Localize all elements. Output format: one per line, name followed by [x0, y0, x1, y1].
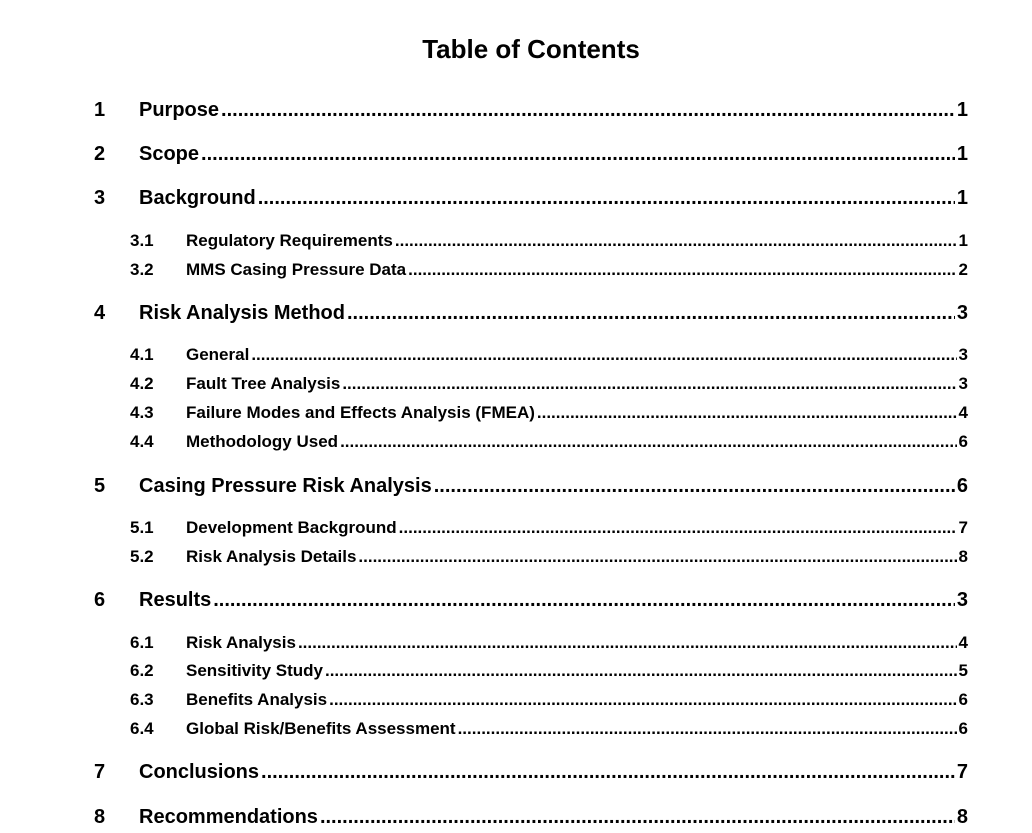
toc-leader	[340, 432, 956, 452]
toc-page-number: 1	[958, 231, 968, 250]
toc-entry-4-3[interactable]	[130, 403, 968, 423]
toc-label: Recommendations	[139, 806, 318, 828]
toc-number: 6.3	[130, 690, 154, 709]
toc-number: 5	[94, 475, 106, 497]
toc-entry-5[interactable]	[94, 474, 968, 498]
toc-page-number: 4	[958, 403, 968, 422]
toc-entry-5-1[interactable]	[130, 518, 968, 538]
toc-entry-4[interactable]	[94, 301, 968, 325]
toc-label: Risk Analysis Details	[186, 547, 357, 566]
toc-label: Conclusions	[139, 761, 260, 783]
toc-leader	[261, 760, 955, 784]
toc-page-number: 8	[958, 547, 968, 566]
toc-number: 4.4	[130, 432, 154, 451]
toc-entry-6-4[interactable]	[130, 719, 968, 739]
toc-page-number: 4	[958, 633, 968, 652]
toc-label: Background	[139, 187, 256, 209]
toc-leader	[201, 142, 955, 166]
toc-label: Regulatory Requirements	[186, 231, 393, 250]
toc-entry-3[interactable]	[94, 186, 968, 210]
toc-leader	[320, 805, 955, 829]
toc-page-number: 1	[956, 143, 968, 165]
toc-page-number: 2	[958, 260, 968, 279]
toc-page-number: 6	[958, 432, 968, 451]
toc-entry-6-2[interactable]	[130, 661, 968, 681]
toc-leader	[434, 474, 955, 498]
toc-number: 7	[94, 761, 106, 783]
toc-leader	[325, 661, 957, 681]
toc-number: 3.2	[130, 260, 154, 279]
toc-page-number: 5	[958, 661, 968, 680]
toc-page-number: 6	[958, 719, 968, 738]
toc-entry-5-2[interactable]	[130, 547, 968, 567]
toc-label: Results	[139, 589, 212, 611]
toc-number: 4.3	[130, 403, 154, 422]
toc-number: 5.1	[130, 518, 154, 537]
toc-entry-4-1[interactable]	[130, 345, 968, 365]
toc-label: Scope	[139, 143, 200, 165]
toc-leader	[213, 588, 955, 612]
toc-leader	[329, 690, 956, 710]
toc-label: Global Risk/Benefits Assessment	[186, 719, 456, 738]
toc-label: General	[186, 345, 250, 364]
toc-entry-8[interactable]	[94, 805, 968, 829]
toc-entry-6[interactable]	[94, 588, 968, 612]
toc-entry-4-2[interactable]	[130, 374, 968, 394]
toc-page-number: 3	[956, 302, 968, 324]
toc-page-number: 6	[958, 690, 968, 709]
toc-leader	[399, 518, 957, 538]
page-title: Table of Contents	[422, 34, 640, 64]
toc-label: Purpose	[139, 99, 220, 121]
toc-entry-6-1[interactable]	[130, 633, 968, 653]
toc-number: 4.1	[130, 345, 154, 364]
toc-page-number: 3	[958, 374, 968, 393]
toc-entry-7[interactable]	[94, 760, 968, 784]
toc-leader	[395, 231, 957, 251]
toc-page-number: 1	[956, 187, 968, 209]
toc-leader	[408, 260, 956, 280]
toc-entry-4-4[interactable]	[130, 432, 968, 452]
toc-entry-3-2[interactable]	[130, 260, 968, 280]
toc-page-number: 1	[956, 99, 968, 121]
toc-label: Methodology Used	[186, 432, 339, 451]
toc-leader	[347, 301, 955, 325]
toc-leader	[537, 403, 957, 423]
toc-page-number: 7	[958, 518, 968, 537]
toc-page-number: 6	[956, 475, 968, 497]
toc-label: Failure Modes and Effects Analysis (FMEA)	[186, 403, 535, 422]
toc-entry-2[interactable]	[94, 142, 968, 166]
toc-leader	[251, 345, 956, 365]
toc-number: 6.2	[130, 661, 154, 680]
toc-label: Casing Pressure Risk Analysis	[139, 475, 432, 497]
toc-label: Benefits Analysis	[186, 690, 328, 709]
toc-entry-3-1[interactable]	[130, 231, 968, 251]
toc-leader	[258, 186, 955, 210]
toc-label: Development Background	[186, 518, 397, 537]
toc-label: Risk Analysis Method	[139, 302, 345, 324]
toc-number: 6.4	[130, 719, 154, 738]
toc-leader	[342, 374, 956, 394]
toc-number: 6.1	[130, 633, 154, 652]
toc-leader	[358, 547, 956, 567]
toc-number: 3	[94, 187, 106, 209]
toc-label: Fault Tree Analysis	[186, 374, 341, 393]
toc-label: MMS Casing Pressure Data	[186, 260, 407, 279]
toc-entry-1[interactable]	[94, 98, 968, 122]
toc-number: 4	[94, 302, 106, 324]
toc-number: 5.2	[130, 547, 154, 566]
toc-number: 4.2	[130, 374, 154, 393]
toc-page-number: 3	[958, 345, 968, 364]
toc-number: 2	[94, 143, 106, 165]
toc-leader	[298, 633, 957, 653]
toc-number: 8	[94, 806, 106, 828]
toc-number: 1	[94, 99, 106, 121]
toc-label: Sensitivity Study	[186, 661, 323, 680]
toc-number: 3.1	[130, 231, 154, 250]
toc-page-number: 8	[956, 806, 968, 828]
toc-page-number: 7	[956, 761, 968, 783]
toc-number: 6	[94, 589, 106, 611]
toc-entry-6-3[interactable]	[130, 690, 968, 710]
toc-leader	[458, 719, 957, 739]
toc-label: Risk Analysis	[186, 633, 296, 652]
toc-page-number: 3	[956, 589, 968, 611]
toc-leader	[221, 98, 955, 122]
